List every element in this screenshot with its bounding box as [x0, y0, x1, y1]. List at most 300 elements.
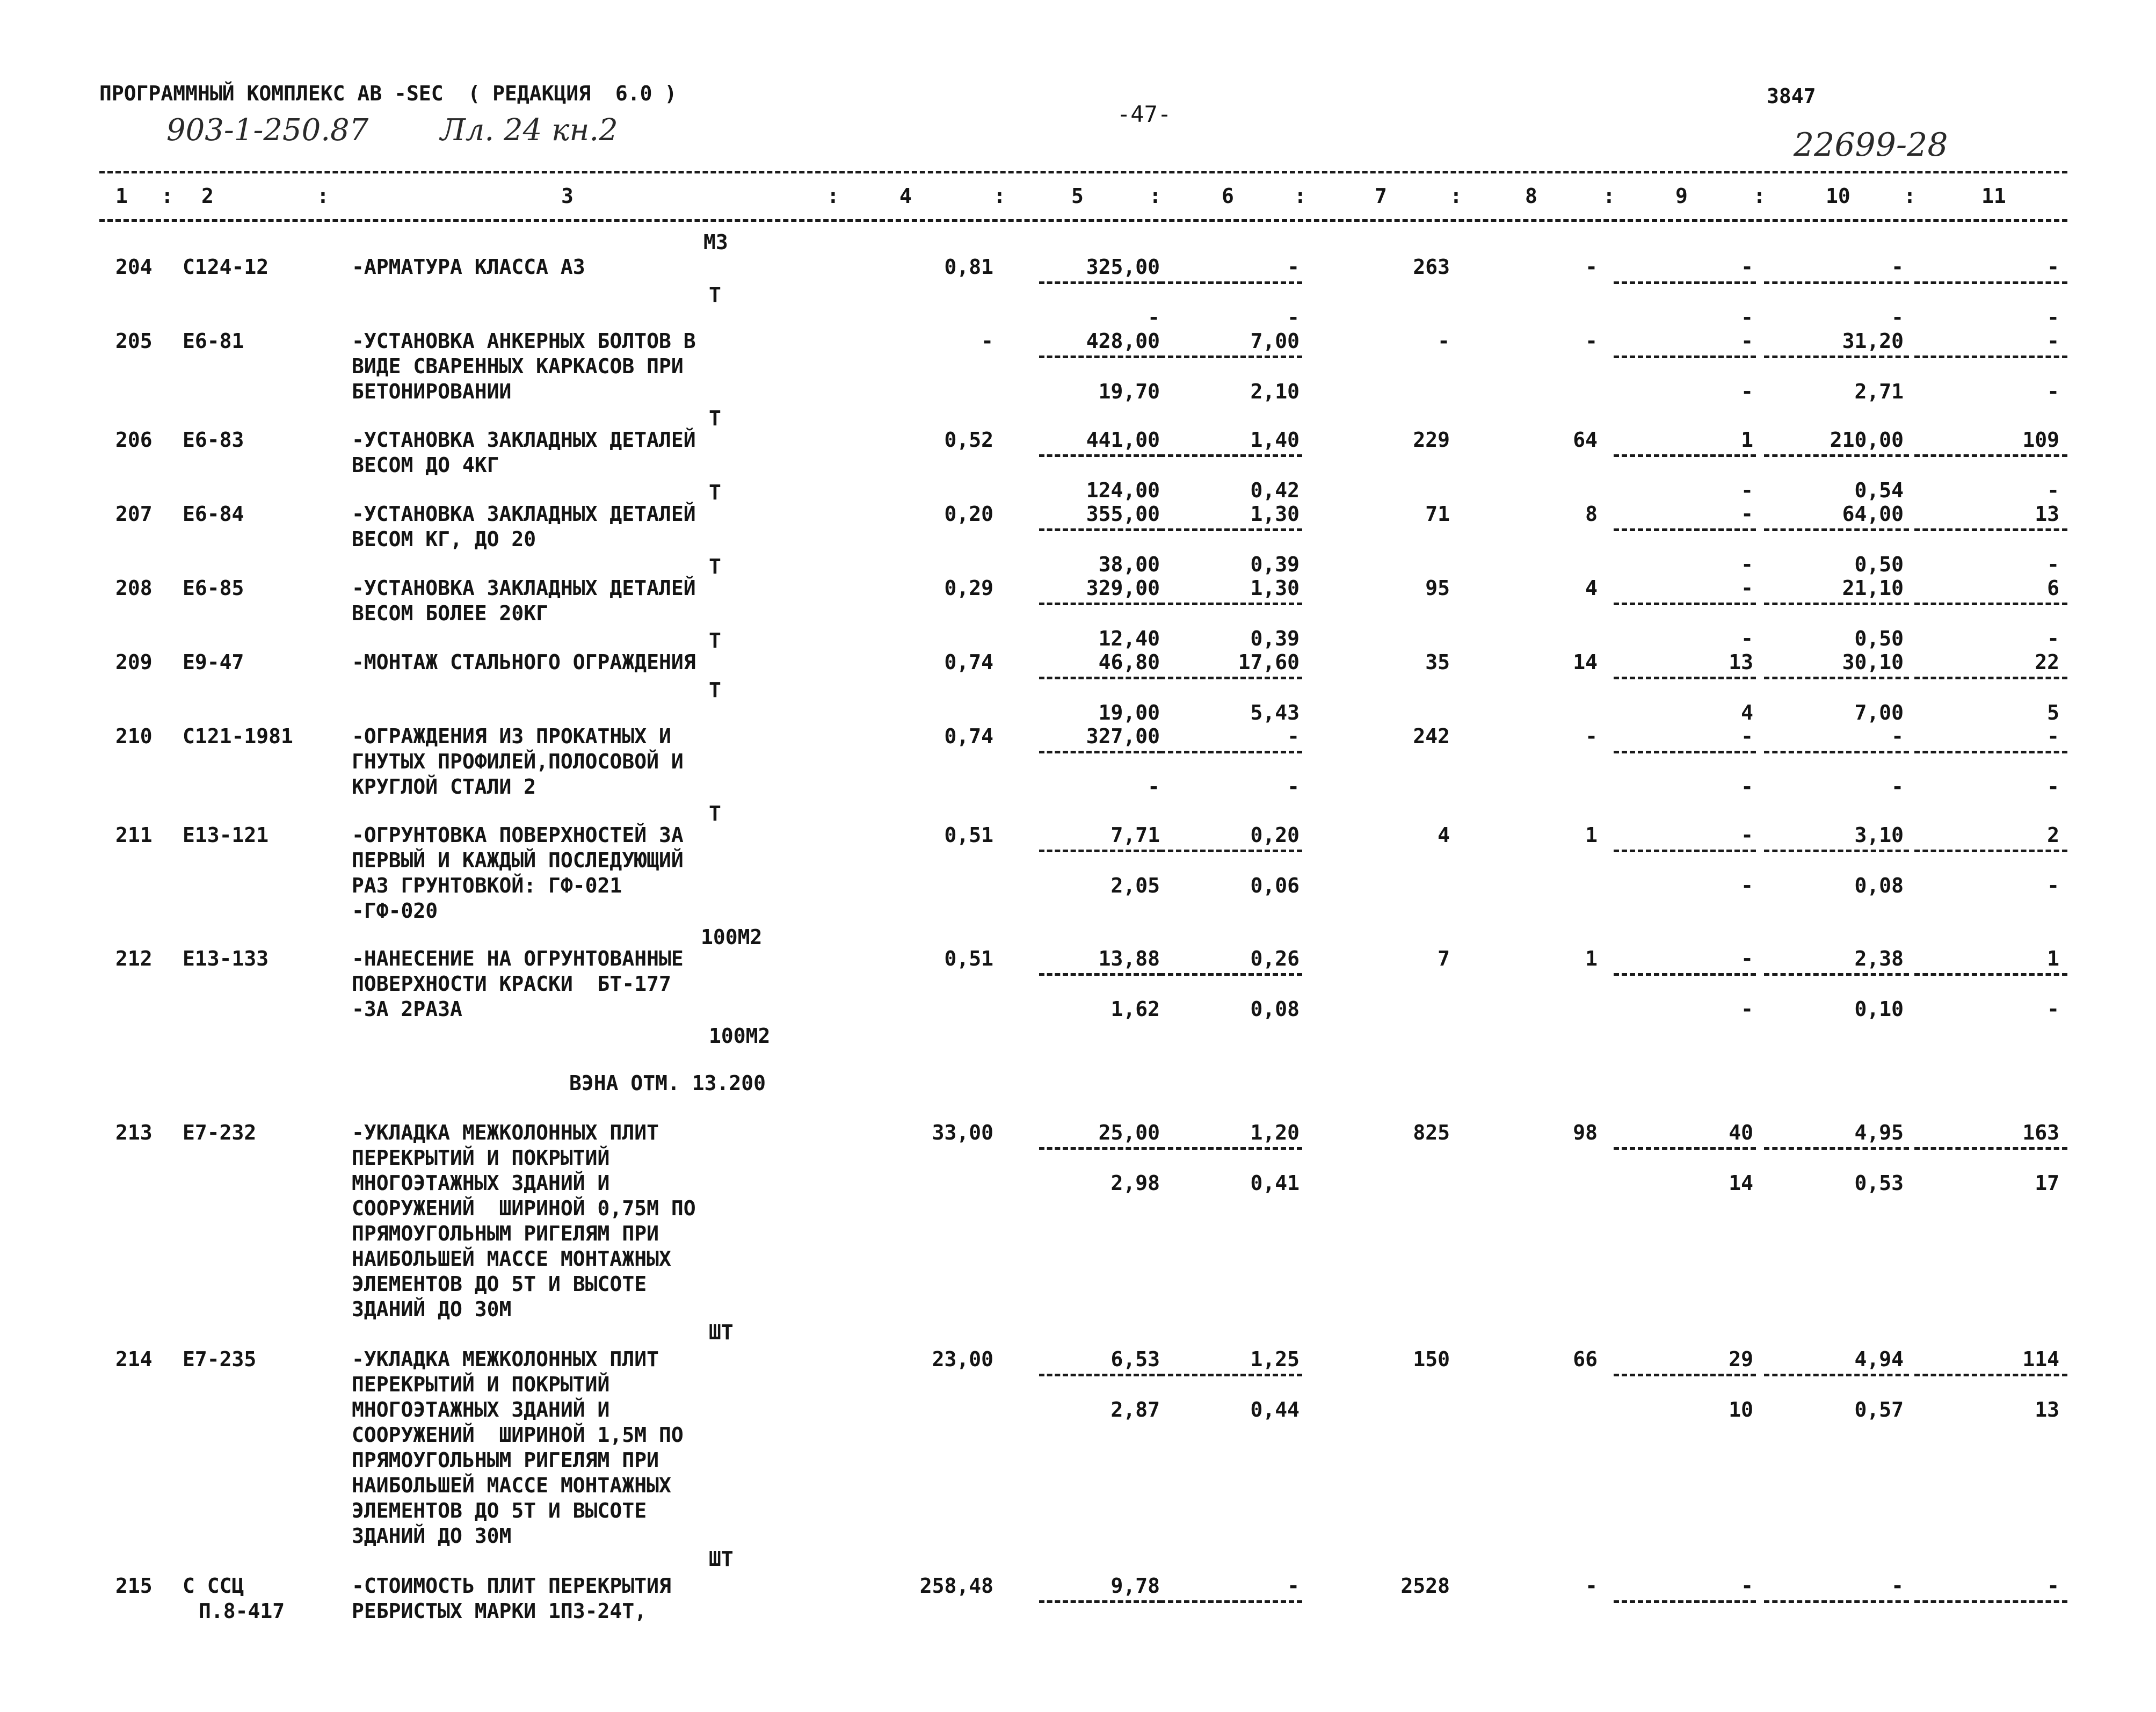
column-sep: : [317, 184, 329, 208]
cell-col9-lower: - [1741, 627, 1753, 650]
cell-col11: 6 [2047, 576, 2059, 600]
column-number-5: 5 [1071, 184, 1084, 208]
value-separator-dash [1039, 603, 1163, 605]
row-code: С121-1981 [183, 724, 293, 748]
cell-col5-lower: 2,87 [1110, 1398, 1160, 1421]
cell-col6: 1,25 [1250, 1347, 1300, 1371]
value-separator-dash [1039, 356, 1163, 358]
cell-col5: 46,80 [1098, 650, 1160, 674]
cell-col6-lower: 5,43 [1250, 701, 1300, 724]
column-number-9: 9 [1675, 184, 1688, 208]
value-separator-dash [1914, 1600, 2067, 1603]
column-sep: : [993, 184, 1006, 208]
row-description-line: ЭЛЕМЕНТОВ ДО 5Т И ВЫСОТЕ [352, 1499, 647, 1522]
row-code: Е7-235 [183, 1347, 257, 1371]
cell-col8: 1 [1585, 823, 1598, 847]
row-description-line: -УСТАНОВКА ЗАКЛАДНЫХ ДЕТАЛЕЙ [352, 428, 696, 452]
cell-col10-lower: - [1891, 306, 1904, 329]
cell-col11-lower: - [2047, 775, 2059, 799]
cell-col7: 2528 [1400, 1574, 1450, 1598]
handwritten-sheet-ref: Лл. 24 кн.2 [440, 113, 618, 148]
cell-col6: 0,20 [1250, 823, 1300, 847]
value-separator-dash [1614, 751, 1756, 753]
cell-col10: - [1891, 724, 1904, 748]
cell-col7: 35 [1425, 650, 1450, 674]
cell-col4: 0,51 [944, 823, 993, 847]
value-separator-dash [1614, 1147, 1756, 1150]
cell-col11-lower: - [2047, 627, 2059, 650]
cell-col7: 95 [1425, 576, 1450, 600]
row-number: 214 [115, 1347, 153, 1371]
row-number: 204 [115, 255, 153, 279]
column-sep: : [1294, 184, 1306, 208]
cell-col5: 325,00 [1086, 255, 1160, 279]
value-separator-dash [1039, 751, 1163, 753]
row-number: 212 [115, 947, 153, 970]
row-description-line: -СТОИМОСТЬ ПЛИТ ПЕРЕКРЫТИЯ [352, 1574, 671, 1598]
value-separator-dash [1039, 850, 1163, 852]
row-description-line: КРУГЛОЙ СТАЛИ 2 [352, 775, 536, 799]
column-number-1: 1 [115, 184, 128, 208]
cell-col7: 242 [1413, 724, 1450, 748]
value-separator-dash [1614, 528, 1756, 531]
row-description-line: ВЕСОМ ДО 4КГ [352, 453, 499, 477]
value-separator-dash [1614, 1374, 1756, 1376]
cell-col10-lower: 0,50 [1854, 627, 1904, 650]
cell-col8: - [1585, 724, 1598, 748]
value-separator-dash [1614, 454, 1756, 457]
cell-col10: 210,00 [1830, 428, 1904, 452]
cell-col5: 329,00 [1086, 576, 1160, 600]
cell-col8: 14 [1573, 650, 1598, 674]
value-separator-dash [1039, 281, 1163, 284]
cell-col5-lower: 19,00 [1098, 701, 1160, 724]
cell-col9-lower: - [1741, 997, 1753, 1021]
column-number-8: 8 [1525, 184, 1537, 208]
row-code: Е6-83 [183, 428, 244, 452]
value-separator-dash [1039, 1147, 1163, 1150]
row-number: 209 [115, 650, 153, 674]
cell-col9-lower: - [1741, 775, 1753, 799]
cell-col8: 64 [1573, 428, 1598, 452]
cell-col10: 30,10 [1842, 650, 1904, 674]
cell-col6-lower: - [1287, 306, 1300, 329]
row-number: 205 [115, 329, 153, 353]
sheet-code: 3847 [1767, 84, 1816, 108]
cell-col8: 1 [1585, 947, 1598, 970]
cell-col9-lower: 4 [1741, 701, 1753, 724]
cell-col11: 163 [2022, 1121, 2059, 1144]
value-separator-dash [1914, 1374, 2067, 1376]
cell-col11: 2 [2047, 823, 2059, 847]
value-separator-dash [1764, 528, 1909, 531]
cell-col7: - [1438, 329, 1450, 353]
cell-col7: 263 [1413, 255, 1450, 279]
row-number: 210 [115, 724, 153, 748]
value-separator-dash [1614, 603, 1756, 605]
cell-col9: - [1741, 255, 1753, 279]
row-description-line: ПОВЕРХНОСТИ КРАСКИ БТ-177 [352, 972, 671, 996]
unit-label: Т [709, 555, 721, 578]
cell-col9: - [1741, 724, 1753, 748]
value-separator-dash [1764, 1374, 1909, 1376]
row-description-line: ВЕСОМ БОЛЕЕ 20КГ [352, 601, 549, 625]
value-separator-dash [1764, 454, 1909, 457]
cell-col8: - [1585, 255, 1598, 279]
row-code: Е13-121 [183, 823, 269, 847]
cell-col6-lower: 0,41 [1250, 1171, 1300, 1195]
cell-col6-lower: 2,10 [1250, 380, 1300, 403]
cell-col9: 13 [1729, 650, 1753, 674]
page-number: -47- [1117, 101, 1172, 127]
column-sep: : [161, 184, 173, 208]
cell-col6: 7,00 [1250, 329, 1300, 353]
cell-col5-lower: 38,00 [1098, 553, 1160, 576]
column-number-3: 3 [561, 184, 574, 208]
cell-col5: 428,00 [1086, 329, 1160, 353]
value-separator-dash [1160, 751, 1302, 753]
cell-col6: 1,30 [1250, 576, 1300, 600]
cell-col11-lower: 17 [2035, 1171, 2059, 1195]
value-separator-dash [1764, 1600, 1909, 1603]
cell-col5: 13,88 [1098, 947, 1160, 970]
handwritten-document-number: 22699-28 [1794, 126, 1948, 164]
program-title: ПРОГРАММНЫЙ КОМПЛЕКС АВ -SEC ( РЕДАКЦИЯ 6.0 ) [99, 82, 677, 105]
value-separator-dash [1764, 356, 1909, 358]
cell-col11-lower: 5 [2047, 701, 2059, 724]
cell-col9-lower: 10 [1729, 1398, 1753, 1421]
value-separator-dash [1160, 356, 1302, 358]
cell-col10-lower: 0,08 [1854, 874, 1904, 897]
value-separator-dash [1039, 1600, 1163, 1603]
value-separator-dash [1614, 281, 1756, 284]
cell-col5: 6,53 [1110, 1347, 1160, 1371]
row-description-line: -УСТАНОВКА ЗАКЛАДНЫХ ДЕТАЛЕЙ [352, 502, 696, 526]
cell-col11: - [2047, 255, 2059, 279]
cell-col7: 825 [1413, 1121, 1450, 1144]
value-separator-dash [1160, 281, 1302, 284]
cell-col9-lower: - [1741, 478, 1753, 502]
cell-col10: 4,94 [1854, 1347, 1904, 1371]
cell-col9: - [1741, 1574, 1753, 1598]
value-separator-dash [1039, 528, 1163, 531]
cell-col5-lower: 1,62 [1110, 997, 1160, 1021]
unit-label: М3 [703, 230, 728, 254]
value-separator-dash [1914, 528, 2067, 531]
value-separator-dash [1914, 677, 2067, 679]
cell-col5-lower: - [1148, 306, 1160, 329]
cell-col4: 0,74 [944, 724, 993, 748]
cell-col10: - [1891, 1574, 1904, 1598]
unit-label: Т [709, 629, 721, 652]
cell-col4: 0,51 [944, 947, 993, 970]
cell-col4: - [981, 329, 993, 353]
cell-col11-lower: - [2047, 553, 2059, 576]
value-separator-dash [1764, 603, 1909, 605]
handwritten-project-number: 903-1-250.87 [166, 113, 369, 148]
cell-col10-lower: 0,10 [1854, 997, 1904, 1021]
cell-col9: 1 [1741, 428, 1753, 452]
cell-col5: 327,00 [1086, 724, 1160, 748]
cell-col6-lower: - [1287, 775, 1300, 799]
cell-col6: - [1287, 1574, 1300, 1598]
column-sep: : [1450, 184, 1462, 208]
cell-col11-lower: - [2047, 306, 2059, 329]
cell-col9: - [1741, 576, 1753, 600]
unit-label: ШТ [709, 1547, 734, 1571]
cell-col6-lower: 0,44 [1250, 1398, 1300, 1421]
row-description-line: ВИДЕ СВАРЕННЫХ КАРКАСОВ ПРИ [352, 354, 684, 378]
value-separator-dash [1160, 1374, 1302, 1376]
value-separator-dash [1039, 1374, 1163, 1376]
value-separator-dash [1914, 850, 2067, 852]
value-separator-dash [1160, 528, 1302, 531]
cell-col6: 1,30 [1250, 502, 1300, 526]
row-description-line: ВЕСОМ КГ, ДО 20 [352, 527, 536, 551]
cell-col9: 40 [1729, 1121, 1753, 1144]
value-separator-dash [1914, 751, 2067, 753]
row-code: Е6-84 [183, 502, 244, 526]
value-separator-dash [1914, 603, 2067, 605]
cell-col9-lower: - [1741, 380, 1753, 403]
row-code: Е6-85 [183, 576, 244, 600]
cell-col4: 258,48 [919, 1574, 993, 1598]
section-title: ВЭНА ОТМ. 13.200 [569, 1071, 766, 1095]
row-description-line: -НАНЕСЕНИЕ НА ОГРУНТОВАННЫЕ [352, 947, 684, 970]
row-code-continuation: П.8-417 [199, 1599, 285, 1623]
row-description-line: -ОГРАЖДЕНИЯ ИЗ ПРОКАТНЫХ И [352, 724, 671, 748]
cell-col9-lower: - [1741, 306, 1753, 329]
cell-col10: 31,20 [1842, 329, 1904, 353]
cell-col10-lower: 0,50 [1854, 553, 1904, 576]
cell-col7: 150 [1413, 1347, 1450, 1371]
cell-col10-lower: 0,53 [1854, 1171, 1904, 1195]
row-description-line: ЗДАНИЙ ДО 30М [352, 1297, 512, 1321]
cell-col5-lower: 2,05 [1110, 874, 1160, 897]
row-description-line: ПЕРЕКРЫТИЙ И ПОКРЫТИЙ [352, 1373, 610, 1396]
value-separator-dash [1160, 1600, 1302, 1603]
cell-col4: 0,52 [944, 428, 993, 452]
column-number-2: 2 [201, 184, 214, 208]
value-separator-dash [1039, 973, 1163, 976]
column-sep: : [1904, 184, 1916, 208]
cell-col8: 98 [1573, 1121, 1598, 1144]
cell-col11: - [2047, 724, 2059, 748]
cell-col7: 7 [1438, 947, 1450, 970]
value-separator-dash [1160, 973, 1302, 976]
row-code: С ССЦ [183, 1574, 244, 1598]
cell-col6-lower: 0,42 [1250, 478, 1300, 502]
cell-col5-lower: 19,70 [1098, 380, 1160, 403]
row-code: Е13-133 [183, 947, 269, 970]
cell-col11: - [2047, 329, 2059, 353]
cell-col5-lower: 12,40 [1098, 627, 1160, 650]
row-description-line: -МОНТАЖ СТАЛЬНОГО ОГРАЖДЕНИЯ [352, 650, 696, 674]
cell-col11-lower: 13 [2035, 1398, 2059, 1421]
value-separator-dash [1764, 1147, 1909, 1150]
row-description-line: МНОГОЭТАЖНЫХ ЗДАНИЙ И [352, 1398, 610, 1421]
row-code: Е6-81 [183, 329, 244, 353]
cell-col11-lower: - [2047, 874, 2059, 897]
cell-col6: 1,40 [1250, 428, 1300, 452]
value-separator-dash [1614, 850, 1756, 852]
cell-col11: 1 [2047, 947, 2059, 970]
cell-col5: 441,00 [1086, 428, 1160, 452]
cell-col10: 2,38 [1854, 947, 1904, 970]
row-description-line: РАЗ ГРУНТОВКОЙ: ГФ-021 [352, 874, 622, 897]
row-number: 215 [115, 1574, 153, 1598]
cell-col5: 25,00 [1098, 1121, 1160, 1144]
cell-col10-lower: - [1891, 775, 1904, 799]
row-code: С124-12 [183, 255, 269, 279]
row-description-line: МНОГОЭТАЖНЫХ ЗДАНИЙ И [352, 1171, 610, 1195]
cell-col9-lower: - [1741, 874, 1753, 897]
cell-col11-lower: - [2047, 997, 2059, 1021]
cell-col10-lower: 0,54 [1854, 478, 1904, 502]
cell-col4: 33,00 [932, 1121, 993, 1144]
row-code: Е9-47 [183, 650, 244, 674]
cell-col7: 229 [1413, 428, 1450, 452]
cell-col10-lower: 0,57 [1854, 1398, 1904, 1421]
cell-col8: - [1585, 329, 1598, 353]
cell-col5: 9,78 [1110, 1574, 1160, 1598]
value-separator-dash [1160, 603, 1302, 605]
cell-col9: - [1741, 329, 1753, 353]
row-number: 208 [115, 576, 153, 600]
cell-col4: 23,00 [932, 1347, 993, 1371]
header-rule-top [99, 171, 2067, 173]
unit-label: Т [709, 407, 721, 430]
value-separator-dash [1764, 850, 1909, 852]
cell-col6: 0,26 [1250, 947, 1300, 970]
cell-col10: 3,10 [1854, 823, 1904, 847]
row-description-line: НАИБОЛЬШЕЙ МАССЕ МОНТАЖНЫХ [352, 1247, 671, 1271]
value-separator-dash [1914, 454, 2067, 457]
row-description-line: -УСТАНОВКА ЗАКЛАДНЫХ ДЕТАЛЕЙ [352, 576, 696, 600]
value-separator-dash [1160, 454, 1302, 457]
row-description-line: -АРМАТУРА КЛАССА А3 [352, 255, 585, 279]
unit-label: ШТ [709, 1321, 734, 1344]
cell-col10: 64,00 [1842, 502, 1904, 526]
header-rule-bottom [99, 219, 2067, 222]
cell-col10: - [1891, 255, 1904, 279]
cell-col6-lower: 0,39 [1250, 627, 1300, 650]
unit-label: Т [709, 481, 721, 504]
column-sep: : [1753, 184, 1766, 208]
cell-col6: 1,20 [1250, 1121, 1300, 1144]
row-description-line: -УКЛАДКА МЕЖКОЛОННЫХ ПЛИТ [352, 1347, 659, 1371]
value-separator-dash [1160, 677, 1302, 679]
row-description-line: ПЕРВЫЙ И КАЖДЫЙ ПОСЛЕДУЮЩИЙ [352, 848, 684, 872]
row-description-line: РЕБРИСТЫХ МАРКИ 1П3-24Т, [352, 1599, 647, 1623]
row-description-line: ПЕРЕКРЫТИЙ И ПОКРЫТИЙ [352, 1146, 610, 1170]
row-description-line: -ЗА 2РАЗА [352, 997, 462, 1021]
unit-label: Т [709, 678, 721, 702]
cell-col4: 0,74 [944, 650, 993, 674]
cell-col11: 109 [2022, 428, 2059, 452]
column-number-4: 4 [899, 184, 912, 208]
value-separator-dash [1039, 677, 1163, 679]
row-description-line: СООРУЖЕНИЙ ШИРИНОЙ 1,5М ПО [352, 1423, 684, 1447]
value-separator-dash [1764, 677, 1909, 679]
row-number: 206 [115, 428, 153, 452]
value-separator-dash [1614, 973, 1756, 976]
unit-label: Т [709, 283, 721, 307]
row-description-line: -УКЛАДКА МЕЖКОЛОННЫХ ПЛИТ [352, 1121, 659, 1144]
cell-col7: 71 [1425, 502, 1450, 526]
cell-col10: 4,95 [1854, 1121, 1904, 1144]
row-description-line: БЕТОНИРОВАНИИ [352, 380, 512, 403]
cell-col6-lower: 0,06 [1250, 874, 1300, 897]
cell-col10: 21,10 [1842, 576, 1904, 600]
cell-col8: - [1585, 1574, 1598, 1598]
cell-col8: 8 [1585, 502, 1598, 526]
row-description-line: ЗДАНИЙ ДО 30М [352, 1524, 512, 1548]
cell-col9-lower: - [1741, 553, 1753, 576]
unit-label: 100М2 [709, 1024, 771, 1048]
row-code: Е7-232 [183, 1121, 257, 1144]
value-separator-dash [1914, 356, 2067, 358]
value-separator-dash [1160, 850, 1302, 852]
value-separator-dash [1764, 281, 1909, 284]
row-description-line: ЭЛЕМЕНТОВ ДО 5Т И ВЫСОТЕ [352, 1272, 647, 1296]
value-separator-dash [1160, 1147, 1302, 1150]
cell-col5: 7,71 [1110, 823, 1160, 847]
cell-col9-lower: 14 [1729, 1171, 1753, 1195]
value-separator-dash [1614, 1600, 1756, 1603]
row-number: 207 [115, 502, 153, 526]
value-separator-dash [1039, 454, 1163, 457]
row-description-line: НАИБОЛЬШЕЙ МАССЕ МОНТАЖНЫХ [352, 1474, 671, 1497]
cell-col4: 0,20 [944, 502, 993, 526]
cell-col6: - [1287, 724, 1300, 748]
value-separator-dash [1914, 281, 2067, 284]
value-separator-dash [1614, 356, 1756, 358]
cell-col5-lower: - [1148, 775, 1160, 799]
column-sep: : [1603, 184, 1615, 208]
cell-col9: - [1741, 502, 1753, 526]
column-number-10: 10 [1826, 184, 1850, 208]
unit-label: 100М2 [701, 925, 763, 949]
value-separator-dash [1914, 1147, 2067, 1150]
cell-col5-lower: 2,98 [1110, 1171, 1160, 1195]
cell-col5: 355,00 [1086, 502, 1160, 526]
row-number: 213 [115, 1121, 153, 1144]
value-separator-dash [1764, 751, 1909, 753]
value-separator-dash [1914, 973, 2067, 976]
cell-col6-lower: 0,08 [1250, 997, 1300, 1021]
cell-col11-lower: - [2047, 380, 2059, 403]
value-separator-dash [1764, 973, 1909, 976]
column-number-7: 7 [1375, 184, 1387, 208]
cell-col6-lower: 0,39 [1250, 553, 1300, 576]
column-sep: : [827, 184, 839, 208]
cell-col11: - [2047, 1574, 2059, 1598]
row-description-line: ПРЯМОУГОЛЬНЫМ РИГЕЛЯМ ПРИ [352, 1448, 659, 1472]
unit-label: Т [709, 802, 721, 825]
cell-col11-lower: - [2047, 478, 2059, 502]
column-sep: : [1149, 184, 1162, 208]
column-number-6: 6 [1222, 184, 1234, 208]
cell-col10-lower: 7,00 [1854, 701, 1904, 724]
row-description-line: СООРУЖЕНИЙ ШИРИНОЙ 0,75М ПО [352, 1196, 696, 1220]
cell-col6: - [1287, 255, 1300, 279]
cell-col9: - [1741, 947, 1753, 970]
row-number: 211 [115, 823, 153, 847]
cell-col4: 0,29 [944, 576, 993, 600]
row-description-line: -ОГРУНТОВКА ПОВЕРХНОСТЕЙ ЗА [352, 823, 684, 847]
cell-col11: 13 [2035, 502, 2059, 526]
